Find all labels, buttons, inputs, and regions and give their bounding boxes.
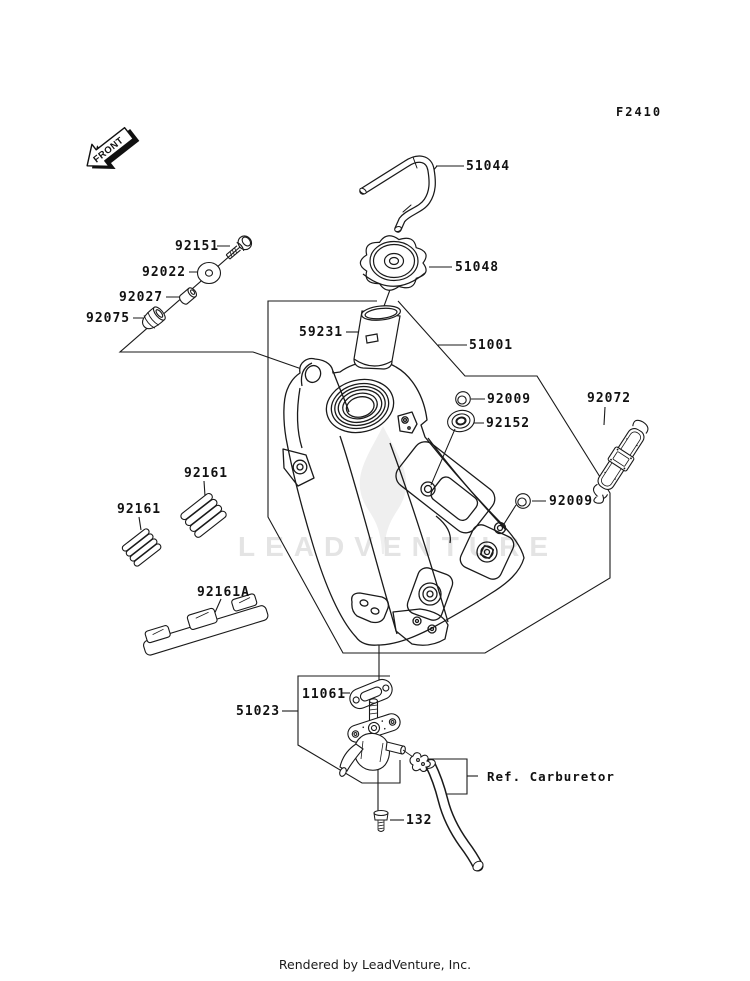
front-arrow-label: FRONT <box>91 135 126 166</box>
part-label-11061[interactable]: 11061 <box>302 687 347 702</box>
part-label-92022[interactable]: 92022 <box>142 265 187 280</box>
part-label-51048[interactable]: 51048 <box>455 260 500 275</box>
part-label-92161-2[interactable]: 92161 <box>117 502 162 517</box>
fuel-cap-drawing <box>360 236 426 290</box>
part-label-92072[interactable]: 92072 <box>587 391 632 406</box>
long-pad-drawing <box>138 591 269 656</box>
part-label-92009-2[interactable]: 92009 <box>549 494 594 509</box>
figure-code: F2410 <box>616 105 663 119</box>
part-label-51044[interactable]: 51044 <box>466 159 511 174</box>
nut-drawing-top <box>456 392 471 407</box>
part-label-51001[interactable]: 51001 <box>469 338 514 353</box>
damper-drawing <box>446 408 477 434</box>
ref-carburetor-label[interactable]: Ref. Carburetor <box>487 769 615 784</box>
fuel-tap-drawing <box>338 699 430 778</box>
washer-drawing <box>198 263 221 284</box>
collar-drawing <box>178 286 198 305</box>
fuel-hose-drawing <box>423 758 485 873</box>
part-label-92009-1[interactable]: 92009 <box>487 392 532 407</box>
part-label-92161A[interactable]: 92161A <box>197 585 250 600</box>
watermark-text: LEADVENTURE <box>238 531 559 562</box>
part-label-92161-1[interactable]: 92161 <box>184 466 229 481</box>
damper-grommet-drawing <box>139 305 168 333</box>
front-direction-arrow <box>79 120 143 180</box>
gasket-drawing <box>347 676 395 711</box>
filler-neck-drawing <box>354 304 401 369</box>
tank-strap-drawing <box>584 417 653 507</box>
part-label-92152[interactable]: 92152 <box>486 416 531 431</box>
pad-drawing-2 <box>121 528 162 568</box>
tap-bolt-drawing <box>374 811 388 832</box>
part-label-92027[interactable]: 92027 <box>119 290 164 305</box>
pad-drawing-1 <box>179 492 227 539</box>
render-credit: Rendered by LeadVenture, Inc. <box>278 957 472 972</box>
part-label-92075[interactable]: 92075 <box>86 311 131 326</box>
breather-hose-drawing <box>359 157 432 232</box>
nut-drawing-bottom <box>516 494 531 509</box>
part-label-132[interactable]: 132 <box>406 813 433 828</box>
part-label-92151[interactable]: 92151 <box>175 239 220 254</box>
part-label-51023[interactable]: 51023 <box>236 704 281 719</box>
part-label-59231[interactable]: 59231 <box>299 325 344 340</box>
